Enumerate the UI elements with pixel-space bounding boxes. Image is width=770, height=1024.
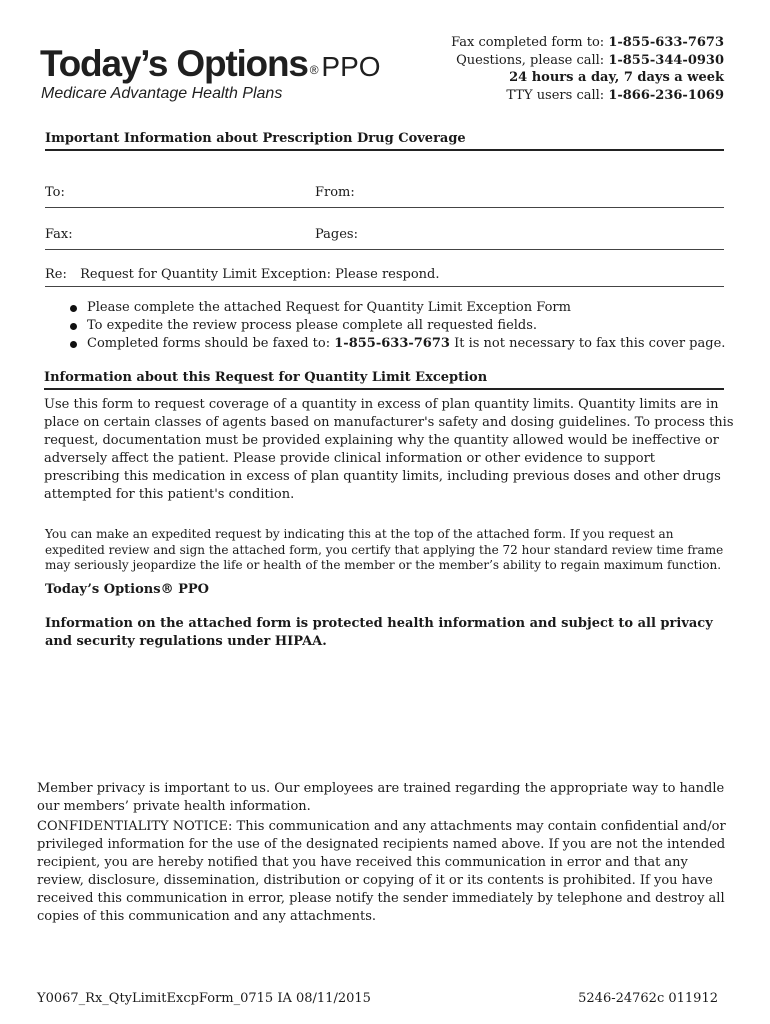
tty-label: TTY users call: [506, 87, 605, 103]
to-label: To: [45, 185, 65, 200]
fax-number: 1-855-633-7673 [608, 35, 724, 50]
fax-instruction-number: 1-855-633-7673 [334, 336, 450, 351]
re-label: Re: [45, 267, 67, 282]
section-heading-quantity-limit: Information about this Request for Quantity Limit Exception [44, 370, 724, 390]
re-text: Request for Quantity Limit Exception: Please respond. [80, 267, 440, 282]
fax-line [451, 34, 724, 52]
tty-line [451, 87, 724, 105]
hipaa-notice: Information on the attached form is protected health information and subject to all privacy and security regulations under HIPAA. [45, 616, 713, 649]
logo-registered-mark: ® [309, 63, 318, 77]
to-from-row [45, 185, 724, 208]
re-line [45, 267, 724, 287]
logo-name: Today’s Options [40, 43, 308, 84]
list-item: To expedite the review process please complete all requested fields. [68, 317, 725, 335]
from-label: From: [315, 185, 355, 200]
questions-label: Questions, please call: [456, 52, 605, 68]
privacy-statement: Member privacy is important to us. Our employees are trained regarding the appropriate way to handle our members’ private health information. [37, 781, 725, 814]
fax-field-label: Fax: [45, 227, 73, 242]
logo-ppo: PPO [321, 51, 381, 82]
confidentiality-notice: CONFIDENTIALITY NOTICE: This communication and any attachments may contain confidential and/or privileged information for the use of the designated recipients named above. If you are not the intended recipient, you are hereby notified that you have received this communication in error and that any review, disclosure, dissemination, distribution or copying of it or its contents is prohibited. If you have received this communication in error, please notify the sender immediately by telephone and destroy all copies of this communication and any attachments. [37, 819, 726, 924]
questions-line [451, 52, 724, 70]
brand-logo [40, 40, 381, 91]
hours-text: 24 hours a day, 7 days a week [509, 70, 724, 85]
fax-pages-row [45, 227, 724, 250]
form-code: 5246-24762c 011912 [578, 991, 718, 1006]
contact-info [451, 34, 724, 104]
request-description: Use this form to request coverage of a quantity in excess of plan quantity limits. Quantity limits are in place on certain classes of agents based on manufacturer's safety and dosing guidelines. To process this request, documentation must be provided explaining why the quantity allowed would be ineffective or adversely affect the patient. Please provide clinical information or other evidence to support prescribing this medication in excess of plan quantity limits, including previous doses and other drugs attempted for this patient's condition. [44, 397, 734, 502]
tty-number: 1-866-236-1069 [608, 87, 724, 103]
hours-line [451, 69, 724, 87]
questions-number: 1-855-344-0930 [608, 52, 724, 68]
logo-tagline: Medicare Advantage Health Plans [41, 85, 283, 102]
fax-label: Fax completed form to: [451, 35, 605, 50]
fax-instruction-text: Completed forms should be faxed to: [87, 336, 331, 351]
section-heading-prescription-coverage: Important Information about Prescription Drug Coverage [45, 131, 724, 151]
list-item: Please complete the attached Request for Quantity Limit Exception Form [68, 299, 725, 317]
plan-name: Today’s Options® PPO [45, 582, 209, 597]
expedited-request-text: You can make an expedited request by indicating this at the top of the attached form. If you request an expedited review and sign the attached form, you certify that applying the 72 hour standard review time frame may seriously jeopardize the life or health of the member or the member’s ability to regain maximum function. [45, 527, 724, 572]
pages-label: Pages: [315, 227, 358, 242]
form-id: Y0067_Rx_QtyLimitExcpForm_0715 IA 08/11/2015 [37, 991, 371, 1006]
instruction-list [68, 299, 725, 353]
list-item [68, 335, 725, 353]
cover-page-note: It is not necessary to fax this cover page. [454, 336, 726, 351]
